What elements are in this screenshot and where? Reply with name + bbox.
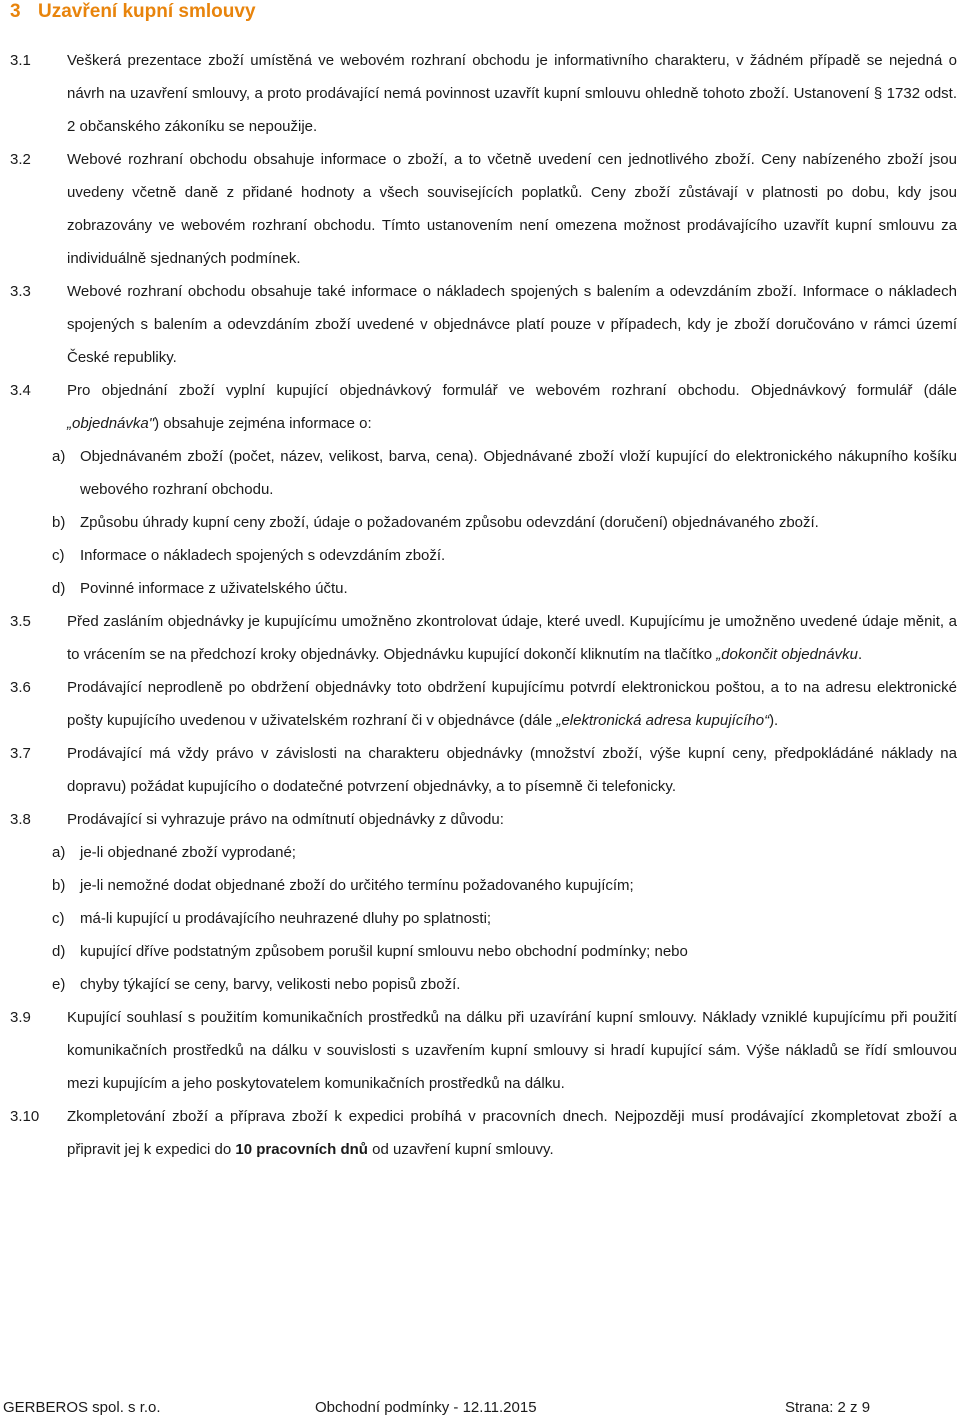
clause-text: Veškerá prezentace zboží umístěná ve webovém rozhraní obchodu je informativního charakteru, v žádném případě se nejedná o návrh na uzavření smlouvy, a proto prodávající nemá povinnost uzavřít kupní smlouvu ohledně tohoto zboží. Ustanovení § 1732 odst. 2 občanského zákoníku se nepoužije. — [67, 52, 957, 135]
clause-number: 3.3 — [10, 283, 31, 300]
clause-text: Webové rozhraní obchodu obsahuje také informace o nákladech spojených s balením a odevzdáním zboží. Informace o nákladech spojených s balením a odevzdáním zboží uvedené v objednávce platí pouze v případech, kdy je zboží doručováno v rámci území České republiky. — [67, 283, 957, 366]
clause-3-4 — [0, 374, 960, 440]
section-number: 3 — [10, 1, 21, 22]
clause-3-8 — [0, 803, 960, 836]
list-item: a) je-li objednané zboží vyprodané; — [52, 844, 296, 861]
section-title: Uzavření kupní smlouvy — [38, 1, 256, 22]
footer-document: Obchodní podmínky - 12.11.2015 — [315, 1399, 537, 1416]
clause-text: Prodávající neprodleně po obdržení objednávky toto obdržení kupujícímu potvrdí elektronickou poštou, a to na adresu elektronické pošty kupujícího uvedenou v uživatelském rozhraní či v objednávce (dále „elektronická adresa kupujícího“). — [67, 679, 957, 729]
clause-number: 3.10 — [10, 1108, 40, 1125]
list-item: d) Povinné informace z uživatelského účtu. — [52, 580, 348, 597]
clause-text: Pro objednání zboží vyplní kupující objednávkový formulář ve webovém rozhraní obchodu. Objednávkový formulář (dále „objednávka") obsahuje zejména informace o: — [67, 382, 957, 432]
clause-number: 3.5 — [10, 613, 31, 630]
emphasis: 10 pracovních dnů — [235, 1141, 368, 1158]
list-item: b) Způsobu úhrady kupní ceny zboží, údaje o požadovaném způsobu odevzdání (doručení) objednávaného zboží. — [52, 514, 819, 531]
defined-term: „elektronická adresa kupujícího“ — [556, 712, 770, 729]
clause-3-1 — [0, 44, 960, 143]
clause-number: 3.4 — [10, 382, 31, 399]
clause-3-2 — [0, 143, 960, 275]
list-item: a) Objednávaném zboží (počet, název, velikost, barva, cena). Objednávané zboží vloží kupující do elektronického nákupního košíku webového rozhraní obchodu. — [52, 448, 957, 498]
footer-company: GERBEROS spol. s r.o. — [3, 1399, 161, 1416]
footer-page-number: Strana: 2 z 9 — [785, 1399, 871, 1416]
clause-3-9 — [0, 1001, 960, 1100]
defined-term: „dokončit objednávku — [716, 646, 858, 663]
list-item: d) kupující dříve podstatným způsobem porušil kupní smlouvu nebo obchodní podmínky; nebo — [52, 943, 688, 960]
list-item: c) Informace o nákladech spojených s odevzdáním zboží. — [52, 547, 446, 564]
clause-number: 3.7 — [10, 745, 31, 762]
clause-text: Webové rozhraní obchodu obsahuje informace o zboží, a to včetně uvedení cen jednotlivého zboží. Ceny nabízeného zboží jsou uvedeny včetně daně z přidané hodnoty a všech souvisejících poplatků. Ceny zboží zůstávají v platnosti po dobu, kdy jsou zobrazovány ve webovém rozhraní obchodu. Tímto ustanovením není omezena možnost prodávajícího uzavřít kupní smlouvu za individuálně sjednaných podmínek. — [67, 151, 957, 267]
clause-text: Před zasláním objednávky je kupujícímu umožněno zkontrolovat údaje, které uvedl. Kupujícímu je umožněno uvedené údaje měnit, a to vrácením se na předchozí kroky objednávky. Objednávku kupující dokončí kliknutím na tlačítko „dokončit objednávku. — [67, 613, 957, 663]
list-item: b) je-li nemožné dodat objednané zboží do určitého termínu požadovaného kupujícím; — [52, 877, 634, 894]
clause-number: 3.6 — [10, 679, 31, 696]
clause-3-6 — [0, 671, 960, 737]
page-footer — [0, 1396, 960, 1420]
clause-number: 3.8 — [10, 811, 31, 828]
clause-3-10 — [0, 1100, 960, 1166]
clause-3-3 — [0, 275, 960, 374]
clause-text: Prodávající si vyhrazuje právo na odmítnutí objednávky z důvodu: — [67, 811, 504, 828]
clause-text: Kupující souhlasí s použitím komunikačních prostředků na dálku při uzavírání kupní smlouvy. Náklady vzniklé kupujícímu při použití komunikačních prostředků na dálku v souvislosti s uzavřením kupní smlouvy si hradí kupující sám. Výše nákladů se řídí smlouvou mezi kupujícím a jeho poskytovatelem komunikačních prostředků na dálku. — [67, 1009, 957, 1092]
clause-number: 3.1 — [10, 52, 31, 69]
clause-text: Zkompletování zboží a příprava zboží k expedici probíhá v pracovních dnech. Nejpozději musí prodávající zkompletovat zboží a připravit jej k expedici do 10 pracovních dnů od uzavření kupní smlouvy. — [67, 1108, 957, 1158]
clause-text: Prodávající má vždy právo v závislosti na charakteru objednávky (množství zboží, výše kupní ceny, předpokládáné náklady na dopravu) požádat kupujícího o dodatečné potvrzení objednávky, a to písemně či telefonicky. — [67, 745, 957, 795]
clause-3-5 — [0, 605, 960, 671]
section-heading — [10, 0, 256, 24]
list-item: e) chyby týkající se ceny, barvy, velikosti nebo popisů zboží. — [52, 976, 461, 993]
clause-number: 3.2 — [10, 151, 31, 168]
section-content — [0, 44, 960, 1166]
clause-3-7 — [0, 737, 960, 803]
clause-number: 3.9 — [10, 1009, 31, 1026]
defined-term: „objednávka" — [67, 415, 155, 432]
list-item: c) má-li kupující u prodávajícího neuhrazené dluhy po splatnosti; — [52, 910, 492, 927]
